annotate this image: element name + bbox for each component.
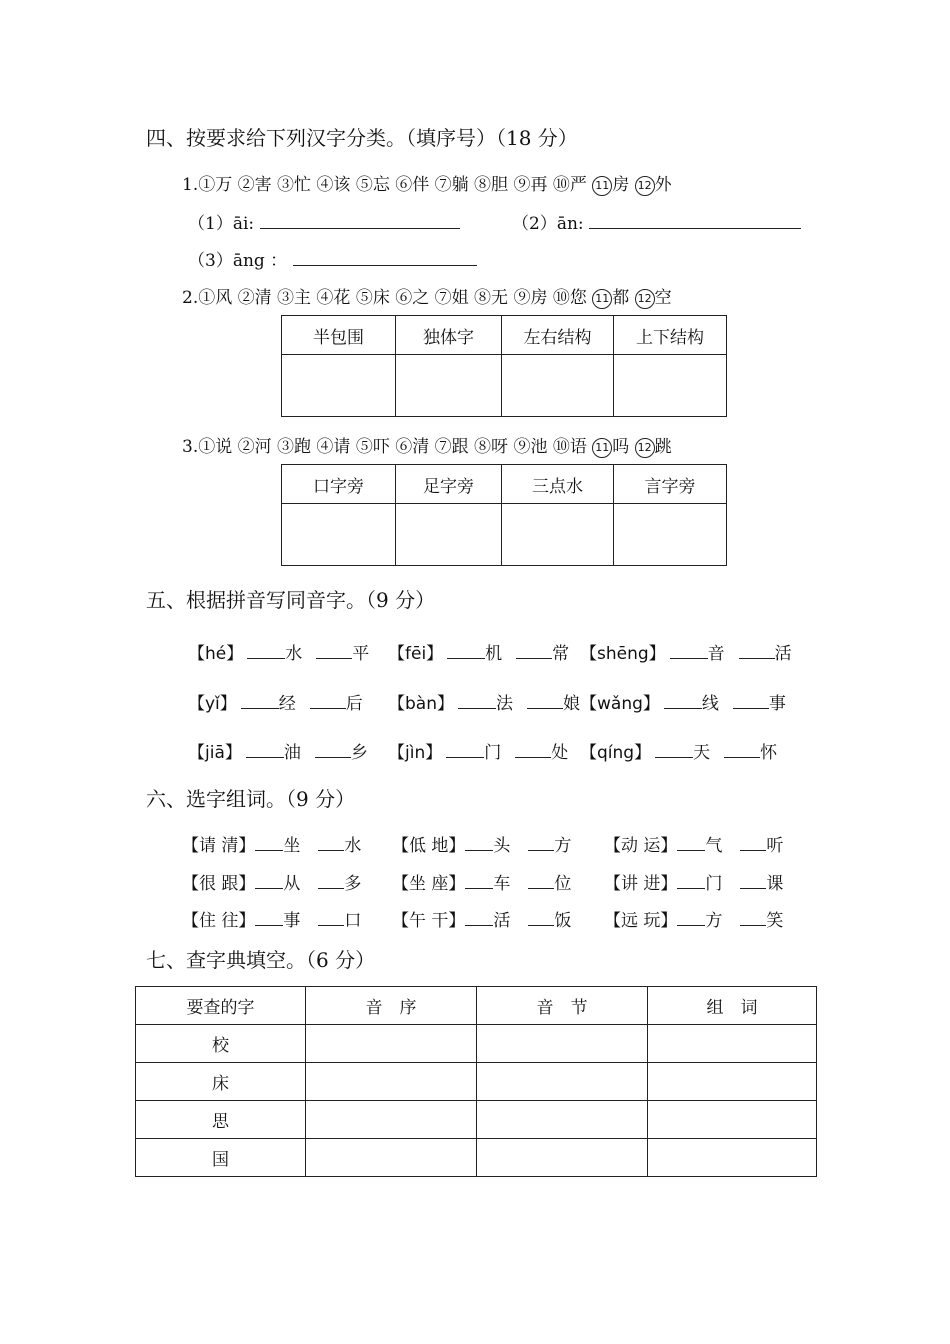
- word-char: 乡: [350, 743, 368, 763]
- pinyin-label: 【jiā】: [188, 743, 242, 763]
- homophone-blank[interactable]: [458, 708, 496, 709]
- word-char: 平: [352, 644, 370, 664]
- word-char: 事: [283, 911, 301, 931]
- q2-prefix: 2.①风 ②清 ③主 ④花 ⑤床 ⑥之 ⑦姐 ⑧无 ⑨房 ⑩您: [182, 288, 593, 308]
- q3-header-cell: 言字旁: [614, 465, 727, 504]
- word-char: 常: [552, 644, 570, 664]
- pinyin-label: 【bàn】: [388, 694, 454, 714]
- q1-sub2: [512, 209, 801, 234]
- pinyin-group: [388, 639, 569, 664]
- homophone-blank[interactable]: [247, 658, 285, 659]
- pinyin-group: [388, 689, 580, 714]
- choose-char-blank[interactable]: [740, 925, 766, 926]
- word-char: 坐: [283, 836, 301, 856]
- q2-header-cell: 上下结构: [614, 316, 727, 355]
- word-char: 娘: [562, 694, 580, 714]
- dictionary-answer-cell[interactable]: [477, 1063, 648, 1101]
- q3-answer-cell[interactable]: [282, 504, 396, 566]
- word-char: 处: [551, 743, 569, 763]
- word-char: 听: [766, 836, 784, 856]
- word-char: 水: [285, 644, 303, 664]
- q2-header-cell: 独体字: [396, 316, 502, 355]
- homophone-blank[interactable]: [670, 658, 708, 659]
- q2-characters: [182, 283, 672, 309]
- word-char: 课: [766, 874, 784, 894]
- circled-12-icon: 12: [635, 289, 655, 309]
- word-char: 从: [283, 874, 301, 894]
- choose-char-group: [182, 906, 361, 931]
- q3-header-cell: 足字旁: [396, 465, 502, 504]
- pinyin-label: 【wǎng】: [580, 694, 660, 714]
- q3-item-12: 跳: [654, 437, 672, 457]
- word-char: 口: [344, 911, 362, 931]
- q3-answer-cell[interactable]: [614, 504, 727, 566]
- homophone-blank[interactable]: [664, 708, 702, 709]
- dictionary-char-cell: 国: [136, 1139, 306, 1177]
- word-char: 活: [493, 911, 511, 931]
- q3-item-11: 吗: [612, 437, 635, 457]
- word-char: 方: [705, 911, 723, 931]
- choose-char-group: [392, 831, 571, 856]
- char-pair-label: 【远 玩】: [604, 911, 678, 931]
- pinyin-group: [388, 738, 568, 763]
- choose-char-blank[interactable]: [528, 850, 554, 851]
- dictionary-answer-cell[interactable]: [306, 1139, 477, 1177]
- q1-item-11: 房: [612, 175, 635, 195]
- char-pair-label: 【请 清】: [182, 836, 256, 856]
- pinyin-label: 【qíng】: [580, 743, 652, 763]
- char-pair-label: 【午 干】: [392, 911, 466, 931]
- q3-answer-cell[interactable]: [502, 504, 614, 566]
- word-char: 线: [701, 694, 719, 714]
- q2-header-cell: 左右结构: [502, 316, 614, 355]
- homophone-blank[interactable]: [739, 658, 775, 659]
- q1-sub3-answer-blank[interactable]: [293, 265, 477, 266]
- dictionary-answer-cell[interactable]: [306, 1101, 477, 1139]
- choose-char-group: [182, 831, 361, 856]
- q2-answer-cell[interactable]: [396, 355, 502, 417]
- homophone-blank[interactable]: [724, 757, 760, 758]
- word-char: 水: [344, 836, 362, 856]
- choose-char-group: [182, 869, 361, 894]
- char-pair-label: 【动 运】: [604, 836, 678, 856]
- q2-classification-table: [281, 315, 727, 417]
- q2-item-11: 都: [612, 288, 635, 308]
- q3-prefix: 3.①说 ②河 ③跑 ④请 ⑤吓 ⑥清 ⑦跟 ⑧呀 ⑨池 ⑩语: [182, 437, 593, 457]
- dictionary-answer-cell[interactable]: [306, 1025, 477, 1063]
- choose-char-blank[interactable]: [677, 925, 705, 926]
- choose-char-blank[interactable]: [677, 888, 705, 889]
- homophone-blank[interactable]: [316, 658, 352, 659]
- dictionary-table: [135, 986, 817, 1177]
- dictionary-char-cell: 思: [136, 1101, 306, 1139]
- q1-characters: [182, 170, 672, 196]
- circled-11-icon: 11: [592, 438, 612, 458]
- dictionary-answer-cell[interactable]: [477, 1139, 648, 1177]
- dictionary-answer-cell[interactable]: [477, 1025, 648, 1063]
- homophone-blank[interactable]: [446, 757, 484, 758]
- word-char: 经: [278, 694, 296, 714]
- q2-answer-cell[interactable]: [614, 355, 727, 417]
- choose-char-blank[interactable]: [740, 850, 766, 851]
- dictionary-char-cell: 床: [136, 1063, 306, 1101]
- homophone-blank[interactable]: [315, 757, 351, 758]
- choose-char-group: [604, 831, 783, 856]
- choose-char-blank[interactable]: [740, 888, 766, 889]
- q2-answer-cell[interactable]: [502, 355, 614, 417]
- dictionary-answer-cell[interactable]: [648, 1063, 817, 1101]
- dictionary-char-cell: 校: [136, 1025, 306, 1063]
- dictionary-answer-cell[interactable]: [477, 1101, 648, 1139]
- section-7-title: 七、查字典填空。（6 分）: [146, 948, 376, 972]
- q3-characters: [182, 432, 672, 458]
- homophone-blank[interactable]: [527, 708, 563, 709]
- pinyin-label: 【jìn】: [388, 743, 443, 763]
- choose-char-blank[interactable]: [255, 850, 283, 851]
- dictionary-answer-cell[interactable]: [648, 1101, 817, 1139]
- circled-11-icon: 11: [592, 289, 612, 309]
- q1-sub1-label: （1）āi:: [188, 214, 255, 234]
- q1-sub2-answer-blank[interactable]: [589, 228, 801, 229]
- q3-answer-cell[interactable]: [396, 504, 502, 566]
- q2-item-12: 空: [654, 288, 672, 308]
- choose-char-group: [604, 869, 783, 894]
- dictionary-header-cell: 音 序: [306, 987, 477, 1025]
- pinyin-group: [580, 689, 786, 714]
- pinyin-group: [188, 689, 363, 714]
- q2-answer-cell[interactable]: [282, 355, 396, 417]
- word-char: 机: [485, 644, 503, 664]
- pinyin-label: 【shēng】: [580, 644, 666, 664]
- q1-sub2-label: （2）ān:: [512, 214, 584, 234]
- choose-char-group: [392, 906, 571, 931]
- pinyin-label: 【fēi】: [388, 644, 444, 664]
- word-char: 门: [484, 743, 502, 763]
- q1-sub1-answer-blank[interactable]: [260, 228, 460, 229]
- homophone-blank[interactable]: [516, 658, 552, 659]
- choose-char-blank[interactable]: [318, 850, 344, 851]
- word-char: 车: [493, 874, 511, 894]
- word-char: 活: [774, 644, 792, 664]
- homophone-blank[interactable]: [310, 708, 346, 709]
- circled-11-icon: 11: [592, 176, 612, 196]
- dictionary-header-cell: 音 节: [477, 987, 648, 1025]
- choose-char-blank[interactable]: [528, 888, 554, 889]
- pinyin-group: [580, 639, 792, 664]
- q1-item-12: 外: [654, 175, 672, 195]
- pinyin-label: 【yǐ】: [188, 694, 237, 714]
- q2-header-cell: 半包围: [282, 316, 396, 355]
- section-6-title: 六、选字组词。（9 分）: [146, 787, 356, 811]
- q3-header-cell: 口字旁: [282, 465, 396, 504]
- choose-char-blank[interactable]: [465, 888, 493, 889]
- choose-char-blank[interactable]: [465, 925, 493, 926]
- choose-char-blank[interactable]: [465, 850, 493, 851]
- pinyin-group: [188, 639, 369, 664]
- char-pair-label: 【住 往】: [182, 911, 256, 931]
- word-char: 怀: [760, 743, 778, 763]
- choose-char-blank[interactable]: [255, 925, 283, 926]
- circled-12-icon: 12: [635, 438, 655, 458]
- homophone-blank[interactable]: [733, 708, 769, 709]
- homophone-blank[interactable]: [447, 658, 485, 659]
- homophone-blank[interactable]: [655, 757, 693, 758]
- char-pair-label: 【坐 座】: [392, 874, 466, 894]
- q1-prefix: 1.①万 ②害 ③忙 ④该 ⑤忘 ⑥伴 ⑦躺 ⑧胆 ⑨再 ⑩严: [182, 175, 593, 195]
- word-char: 位: [554, 874, 572, 894]
- choose-char-group: [392, 869, 571, 894]
- dictionary-answer-cell[interactable]: [306, 1063, 477, 1101]
- word-char: 饭: [554, 911, 572, 931]
- choose-char-group: [604, 906, 783, 931]
- q3-classification-table: [281, 464, 727, 566]
- word-char: 多: [344, 874, 362, 894]
- pinyin-label: 【hé】: [188, 644, 244, 664]
- homophone-blank[interactable]: [241, 708, 279, 709]
- dictionary-answer-cell[interactable]: [648, 1025, 817, 1063]
- circled-12-icon: 12: [635, 176, 655, 196]
- dictionary-answer-cell[interactable]: [648, 1139, 817, 1177]
- section-5-title: 五、根据拼音写同音字。（9 分）: [146, 588, 436, 612]
- q1-sub1: [188, 209, 460, 234]
- homophone-blank[interactable]: [246, 757, 284, 758]
- word-char: 音: [707, 644, 725, 664]
- pinyin-group: [580, 738, 777, 763]
- q1-sub3: [188, 246, 477, 271]
- word-char: 方: [554, 836, 572, 856]
- word-char: 油: [283, 743, 301, 763]
- dictionary-header-cell: 要查的字: [136, 987, 306, 1025]
- section-4-title: 四、按要求给下列汉字分类。（填序号）（18 分）: [146, 126, 578, 150]
- word-char: 事: [768, 694, 786, 714]
- pinyin-group: [188, 738, 368, 763]
- word-char: 笑: [766, 911, 784, 931]
- dictionary-header-cell: 组 词: [648, 987, 817, 1025]
- char-pair-label: 【低 地】: [392, 836, 466, 856]
- q1-sub3-label: （3）āng ：: [188, 251, 288, 271]
- word-char: 门: [705, 874, 723, 894]
- word-char: 头: [493, 836, 511, 856]
- choose-char-blank[interactable]: [677, 850, 705, 851]
- choose-char-blank[interactable]: [318, 925, 344, 926]
- q3-header-cell: 三点水: [502, 465, 614, 504]
- word-char: 天: [693, 743, 711, 763]
- word-char: 气: [705, 836, 723, 856]
- word-char: 后: [345, 694, 363, 714]
- choose-char-blank[interactable]: [255, 888, 283, 889]
- homophone-blank[interactable]: [515, 757, 551, 758]
- char-pair-label: 【很 跟】: [182, 874, 256, 894]
- choose-char-blank[interactable]: [318, 888, 344, 889]
- word-char: 法: [495, 694, 513, 714]
- char-pair-label: 【讲 进】: [604, 874, 678, 894]
- choose-char-blank[interactable]: [528, 925, 554, 926]
